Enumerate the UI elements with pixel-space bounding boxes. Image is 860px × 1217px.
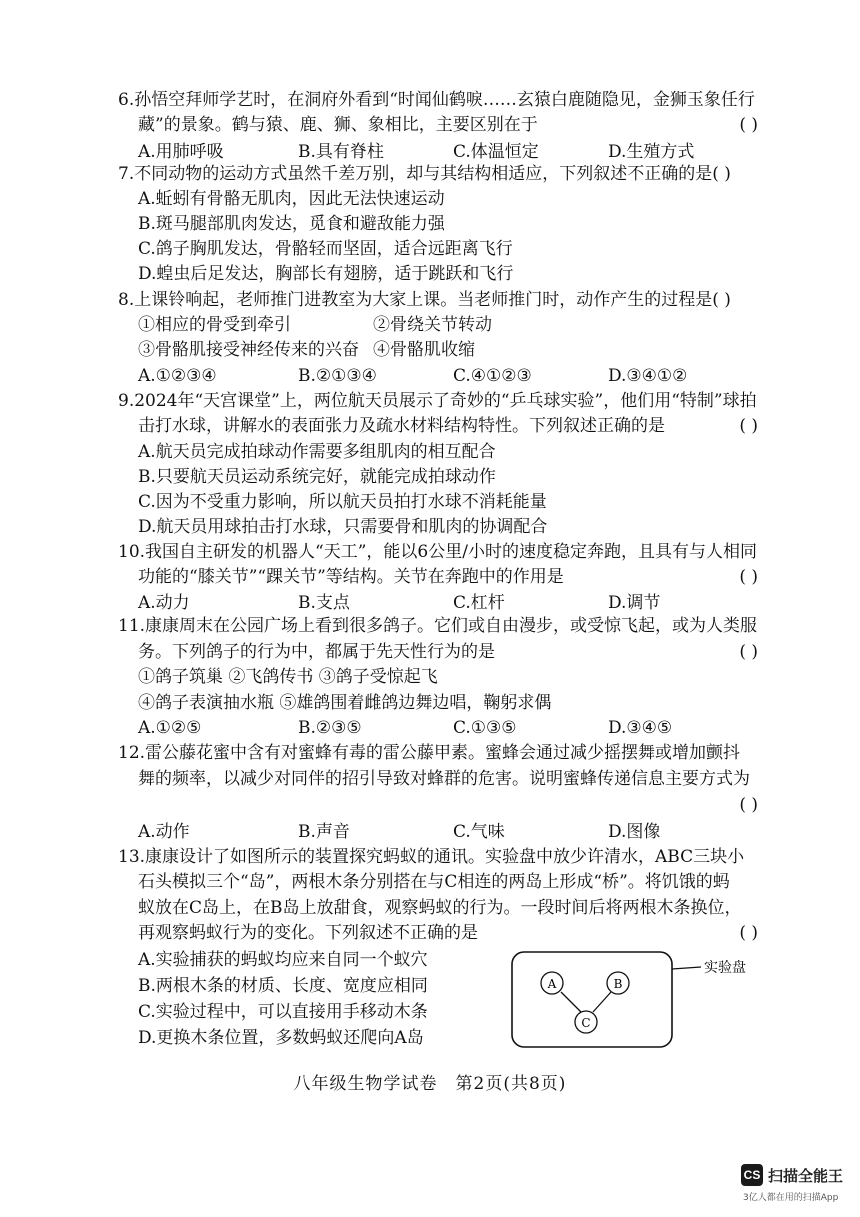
q10-option-b: B.支点 [298, 593, 350, 613]
q11-option-d: D.③④⑤ [608, 718, 673, 738]
q12-option-c: C.气味 [453, 822, 505, 842]
q12-answer-paren: ( ) [739, 795, 758, 815]
q6-option-c: C.体温恒定 [453, 142, 539, 162]
q10-stem-line1: 10.我国自主研发的机器人“天工”，能以6公里/小时的速度稳定奔跑，且具有与人相同 [118, 542, 757, 562]
q9-answer-paren: ( ) [739, 416, 758, 436]
q8-step-4: ④骨骼肌收缩 [373, 340, 475, 360]
q13-stem-line3: 蚁放在C岛上，在B岛上放甜食，观察蚂蚁的行为。一段时间后将两根木条换位， [138, 898, 742, 918]
q8-stem: 8.上课铃响起，老师推门进教室为大家上课。当老师推门时，动作产生的过程是( ) [118, 290, 731, 310]
q9-option-d: D.航天员用球拍击打水球，只需要骨和肌肉的协调配合 [138, 517, 548, 537]
q8-step-1: ①相应的骨受到牵引 [138, 315, 291, 335]
island-a-label: A [547, 977, 557, 991]
q10-stem-text: 功能的“膝关节”“踝关节”等结构。关节在奔跑中的作用是 [138, 567, 564, 587]
q12-option-d: D.图像 [608, 822, 661, 842]
q10-option-a: A.动力 [138, 593, 190, 613]
experiment-tray [512, 952, 672, 1047]
q9-option-c: C.因为不受重力影响，所以航天员拍打水球不消耗能量 [138, 492, 547, 512]
wood-bridge-bc [593, 992, 611, 1012]
q11-option-b: B.②③⑤ [298, 718, 362, 738]
q7-option-c: C.鸽子胸肌发达，骨骼轻而坚固，适合远距离飞行 [138, 239, 513, 259]
q8-option-d: D.③④①② [608, 366, 688, 386]
q8-option-a: A.①②③④ [138, 366, 217, 386]
q8-option-c: C.④①②③ [453, 366, 532, 386]
q11-answer-paren: ( ) [739, 642, 758, 662]
page-footer: 八年级生物学试卷 第2页(共8页) [293, 1074, 567, 1094]
q9-stem-line2 [138, 414, 758, 438]
watermark-app-name: 扫描全能王 [768, 1167, 844, 1185]
q13-option-c: C.实验过程中，可以直接用手移动木条 [138, 1002, 428, 1022]
q11-behaviors-row2: ④鸽子表演抽水瓶 ⑤雄鸽围着雌鸽边舞边唱，鞠躬求偶 [138, 693, 552, 713]
q13-option-a: A.实验捕获的蚂蚁均应来自同一个蚁穴 [138, 950, 428, 970]
q6-option-d: D.生殖方式 [608, 142, 695, 162]
q6-stem-text: 藏”的景象。鹤与猿、鹿、狮、象相比，主要区别在于 [138, 115, 538, 135]
q10-option-d: D.调节 [608, 593, 661, 613]
q10-option-c: C.杠杆 [453, 593, 505, 613]
island-b-label: B [613, 977, 623, 991]
q6-answer-paren: ( ) [739, 115, 758, 135]
q11-stem-text: 务。下列鸽子的行为中，都属于先天性行为的是 [138, 642, 495, 662]
q9-stem-text: 击打水球，讲解水的表面张力及疏水材料结构特性。下列叙述正确的是 [138, 416, 665, 436]
q11-behaviors-row1: ①鸽子筑巢 ②飞鸽传书 ③鸽子受惊起飞 [138, 667, 438, 687]
q9-stem-line1: 9.2024年“天宫课堂”上，两位航天员展示了奇妙的“乒乓球实验”，他们用“特制”球拍 [118, 391, 757, 411]
q10-stem-line2 [138, 565, 758, 589]
q13-option-b: B.两根木条的材质、长度、宽度应相同 [138, 976, 428, 996]
q8-step-2: ②骨绕关节转动 [373, 315, 492, 335]
q10-answer-paren: ( ) [739, 567, 758, 587]
q13-stem-line1: 13.康康设计了如图所示的装置探究蚂蚁的通讯。实验盘中放少许清水，ABC三块小 [118, 847, 745, 867]
q6-option-a: A.用肺呼吸 [138, 142, 224, 162]
q8-option-b: B.②①③④ [298, 366, 377, 386]
ant-experiment-diagram [505, 950, 775, 1050]
q12-option-b: B.声音 [298, 822, 350, 842]
wood-bridge-ac [561, 992, 581, 1012]
q7-option-a: A.蚯蚓有骨骼无肌肉，因此无法快速运动 [138, 189, 445, 209]
watermark-tagline: 3亿人都在用的扫描App [743, 1193, 839, 1203]
q7-option-d: D.蝗虫后足发达，胸部长有翅膀，适于跳跃和飞行 [138, 264, 514, 284]
q6-option-b: B.具有脊柱 [298, 142, 384, 162]
camscanner-logo-icon: CS [741, 1164, 763, 1186]
q9-option-a: A.航天员完成拍球动作需要多组肌肉的相互配合 [138, 442, 496, 462]
q13-answer-paren: ( ) [739, 923, 758, 943]
q13-stem-line2: 石头模拟三个“岛”，两根木条分别搭在与C相连的两岛上形成“桥”。将饥饿的蚂 [138, 872, 730, 892]
q7-stem: 7.不同动物的运动方式虽然千差万别，却与其结构相适应，下列叙述不正确的是( ) [118, 164, 731, 184]
q8-step-3: ③骨骼肌接受神经传来的兴奋 [138, 340, 359, 360]
q13-stem-line4 [138, 921, 758, 945]
q13-stem-text: 再观察蚂蚁行为的变化。下列叙述不正确的是 [138, 923, 478, 943]
q11-stem-line1: 11.康康周末在公园广场上看到很多鸽子。它们或自由漫步，或受惊飞起，或为人类服 [118, 616, 758, 636]
q11-option-c: C.①③⑤ [453, 718, 517, 738]
q11-stem-line2 [138, 640, 758, 664]
q12-option-a: A.动作 [138, 822, 190, 842]
tray-label: 实验盘 [704, 960, 746, 976]
q7-option-b: B.斑马腿部肌肉发达，觅食和避敌能力强 [138, 214, 445, 234]
tray-label-line [672, 967, 701, 969]
q12-stem-line2: 舞的频率，以减少对同伴的招引导致对蜂群的危害。说明蜜蜂传递信息主要方式为 [138, 769, 750, 789]
q6-stem-line1: 6.孙悟空拜师学艺时，在洞府外看到“时闻仙鹤唳……玄猿白鹿随隐见，金狮玉象任行 [118, 90, 755, 110]
q6-stem-line2 [138, 113, 758, 137]
q12-stem-line1: 12.雷公藤花蜜中含有对蜜蜂有毒的雷公藤甲素。蜜蜂会通过减少摇摆舞或增加颤抖 [118, 743, 741, 763]
q11-option-a: A.①②⑤ [138, 718, 202, 738]
q9-option-b: B.只要航天员运动系统完好，就能完成拍球动作 [138, 467, 496, 487]
q13-option-d: D.更换木条位置，多数蚂蚁还爬向A岛 [138, 1028, 424, 1048]
island-c-label: C [581, 1016, 591, 1030]
